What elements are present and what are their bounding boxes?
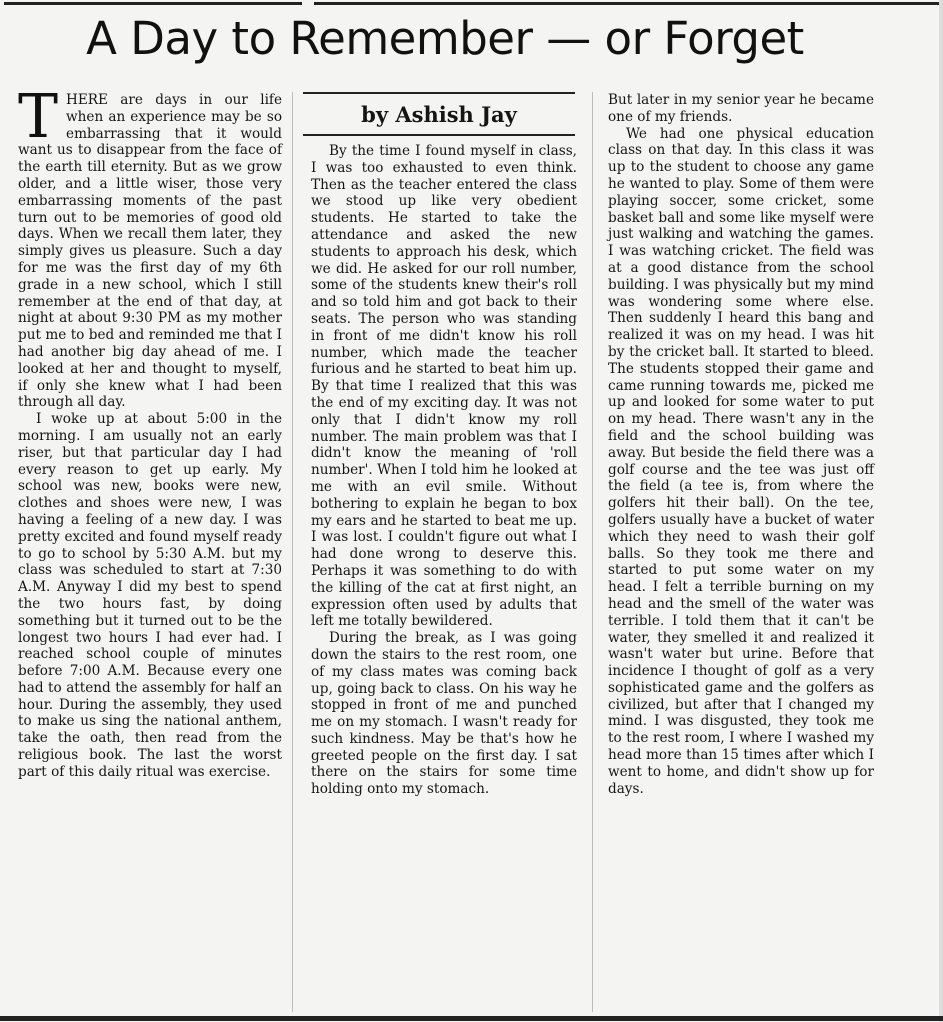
paragraph-2: I woke up at about 5:00 in the morning. I am usually not an early riser, but that particular day I had every reason to get up early. My school was new, books were new, clothes and shoes were new, I was having a feeling of a new day. I was pretty excited and found myself ready to go to school by 5:30 A.M. but my class was scheduled to start at 7:30 A.M. Anyway I did my best to spend the two hours fast, by doing something but it turned out to be the longest two hours I had ever had. I reached school couple of minutes before 7:00 A.M. Because every one had to attend the assembly for half an hour. During the assembly, they used to make us sing the national anthem, take the oath, then read from the religious book. The last the worst part of this daily ritual was exercise.	[18, 411, 282, 780]
top-rule-right	[314, 2, 943, 5]
paragraph-3: By the time I found myself in class, I was too exhausted to even think. Then as the teacher entered the class we stood up like very obedient students. He started to take the attendance and asked the new students to approach his desk, which we did. He asked for our roll number, some of the students knew their's roll and so told him and got back to their seats. The person who was standing in front of me didn't know his roll number, which made the teacher furious and he started to beat him up. By that time I realized that this was the end of my exciting day. It was not only that I didn't know my roll number. The main problem was that I didn't know the meaning of 'roll number'. When I told him he looked at me with an evil smile. Without bothering to explain he began to box my ears and he started to beat me up. I was lost. I couldn't figure out what I had done wrong to deserve this. Perhaps it was something to do with the killing of the cat at first night, an expression often used by adults that left me totally bewildered.	[311, 143, 577, 630]
byline-box	[303, 92, 575, 136]
headline: A Day to Remember — or Forget	[86, 12, 804, 65]
column-divider-2	[592, 92, 593, 1012]
scan-edge	[939, 0, 943, 1022]
paragraph-1	[18, 82, 282, 411]
byline: by Ashish Jay	[361, 101, 517, 127]
drop-cap: T	[18, 82, 59, 152]
paragraph-5: But later in my senior year he became one of my friends.	[608, 92, 874, 125]
paragraph-6: We had one physical education class on that day. In this class it was up to the student to choose any game he wanted to play. Some of them were playing soccer, some cricket, some basket ball and some like myself were just walking and watching the games. I was watching cricket. The field was at a good distance from the school building. I was physically but my mind was wondering some where else. Then suddenly I heard this bang and realized it was on my head. I was hit by the cricket ball. It started to bleed. The students stopped their game and came running towards me, picked me up and looked for some water to put on my head. There wasn't any in the field and the school building was away. But beside the field there was a golf course and the tee was just off the field (a tee is, from where the golfers hit their ball). On the tee, golfers usually have a bucket of water which they need to wash their golf balls. So they took me there and started to put some water on my head. I felt a terrible burning on my head and the smell of the water was terrible. I told them that it can't be water, they smelled it and realized it wasn't water but urine. Before that incidence I thought of golf as a very sophisticated game and the golfers as civilized, but after that I changed my mind. I was disgusted, they took me to the rest room, I where I washed my head more than 15 times after which I went to home, and didn't show up for days.	[608, 125, 874, 797]
column-divider-1	[292, 92, 293, 1012]
top-rule-left	[4, 2, 302, 5]
article-column-1	[18, 82, 282, 781]
bottom-rule	[0, 1016, 943, 1021]
article-column-3	[608, 92, 874, 797]
paragraph-4: During the break, as I was going down the stairs to the rest room, one of my class mates was coming back up, going back to class. On his way he stopped in front of me and punched me on my stomach. I wasn't ready for such kindness. May be that's how he greeted people on the first day. I sat there on the stairs for some time holding onto my stomach.	[311, 630, 577, 798]
paragraph-1-text: HERE are days in our life when an experience may be so embarrassing that it would want us to disappear from the face of the earth till eternity. But as we grow older, and a little wiser, those very embarrassing moments of the past turn out to be memories of good old days. When we recall them later, they simply gives us pleasure. Such a day for me was the first day of my 6th grade in a new school, which I still remember at the end of that day, at night at about 9:30 PM as my mother put me to bed and reminded me that I had another big day ahead of me. I looked at her and thought to myself, if only she knew what I had been through all day.	[18, 92, 282, 411]
article-column-2	[311, 143, 577, 798]
